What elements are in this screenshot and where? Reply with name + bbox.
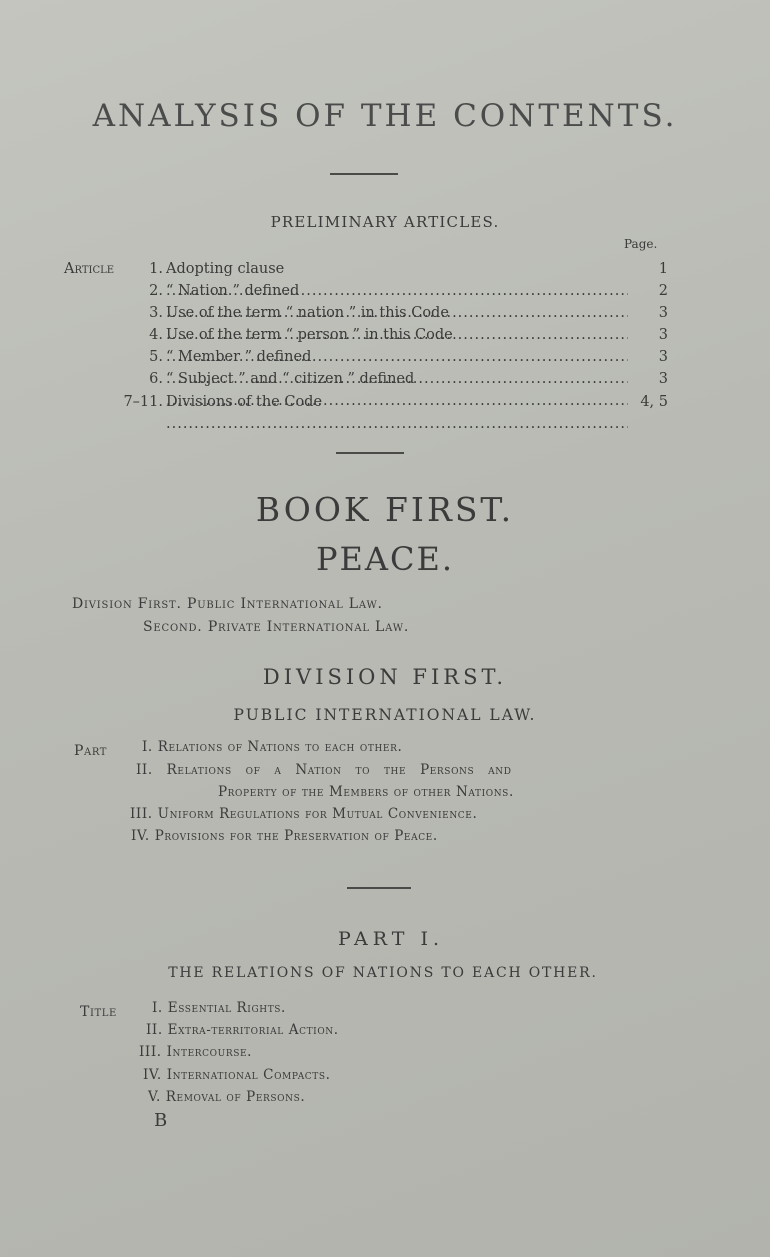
title-text: Removal of Persons. [165,1089,306,1105]
division-first-title: DIVISION FIRST. [262,665,508,689]
toc-row [60,302,668,324]
title-item [143,1067,331,1083]
part-item [131,828,438,844]
article-title: Divisions of the Code ..... [166,391,628,435]
division-first-subtitle: PUBLIC INTERNATIONAL LAW. [233,706,537,724]
part-text: Uniform Regulations for Mutual Convenience. [157,806,478,822]
article-title: “ Subject ” and “ citizen ” defined ..... [166,368,628,412]
article-number: 3. [149,305,163,321]
part-item [130,806,477,822]
article-title: Use of the term “ nation ” in this Code ..... [166,302,628,346]
article-number: 5. [149,349,163,365]
title-number: IV. [143,1067,162,1083]
title-item [146,1022,339,1038]
part-item [142,739,402,755]
article-number: 4. [149,327,163,343]
title-number: II. [146,1022,163,1038]
division-line-first [72,596,383,612]
division-label: Second. [143,619,203,635]
article-number: 2. [149,283,163,299]
article-page: 1 [658,261,668,277]
division-text: Public International Law. [186,596,383,612]
part-item-continuation: Property of the Members of other Nations. [218,784,514,800]
divider-lower [347,887,411,889]
title-text: Intercourse. [166,1044,253,1060]
article-title: “ Member ” defined ..... [166,346,628,390]
title-item [148,1089,305,1105]
division-text: Private International Law. [207,619,410,635]
page-column-label: Page. [624,237,658,251]
title-number: V. [148,1089,161,1105]
article-title: Adopting clause ..... [166,258,628,302]
article-page: 3 [658,349,668,365]
part-item [136,762,512,778]
title-item [152,1000,286,1016]
part-label: Part [74,743,108,759]
article-page: 3 [658,305,668,321]
article-page: 2 [658,283,668,299]
part-number: IV. [131,828,150,844]
article-number: 6. [149,371,163,387]
toc-row [60,258,668,280]
divider-middle [336,452,404,454]
article-number: 7–11. [123,394,163,410]
part-number: I. [142,739,153,755]
part-one-title: PART I. [338,928,444,950]
article-page: 3 [658,327,668,343]
part-number: II. [136,762,153,778]
divider-top [330,173,398,175]
article-label: Article [64,261,115,277]
title-item [139,1044,252,1060]
book-subtitle: PEACE. [315,540,454,578]
part-text: Relations of a Nation to the Persons and [166,762,512,778]
toc-row [60,346,668,368]
title-text: International Compacts. [166,1067,331,1083]
part-text: Relations of Nations to each other. [157,739,403,755]
title-number: I. [152,1000,163,1016]
part-one-subtitle: THE RELATIONS OF NATIONS TO EACH OTHER. [168,965,598,981]
page-heading: ANALYSIS OF THE CONTENTS. [92,98,678,134]
title-text: Extra-territorial Action. [167,1022,339,1038]
toc-row [60,324,668,346]
signature-mark: B [154,1110,168,1131]
part-text: Provisions for the Preservation of Peace. [154,828,438,844]
toc-row [60,391,668,413]
article-page: 4, 5 [640,394,668,410]
book-title: BOOK FIRST. [255,490,515,529]
title-number: III. [139,1044,162,1060]
title-text: Essential Rights. [167,1000,286,1016]
toc-row [60,368,668,390]
toc-row [60,280,668,302]
article-number: 1. [149,261,163,277]
article-title: Use of the term “ person ” in this Code ..... [166,324,628,368]
preliminary-title: PRELIMINARY ARTICLES. [270,213,500,231]
division-label: Division First. [72,596,182,612]
article-page: 3 [658,371,668,387]
title-label: Title [80,1004,117,1020]
part-number: III. [130,806,153,822]
article-title: “ Nation ” defined ..... [166,280,628,324]
division-line-second [143,619,409,635]
